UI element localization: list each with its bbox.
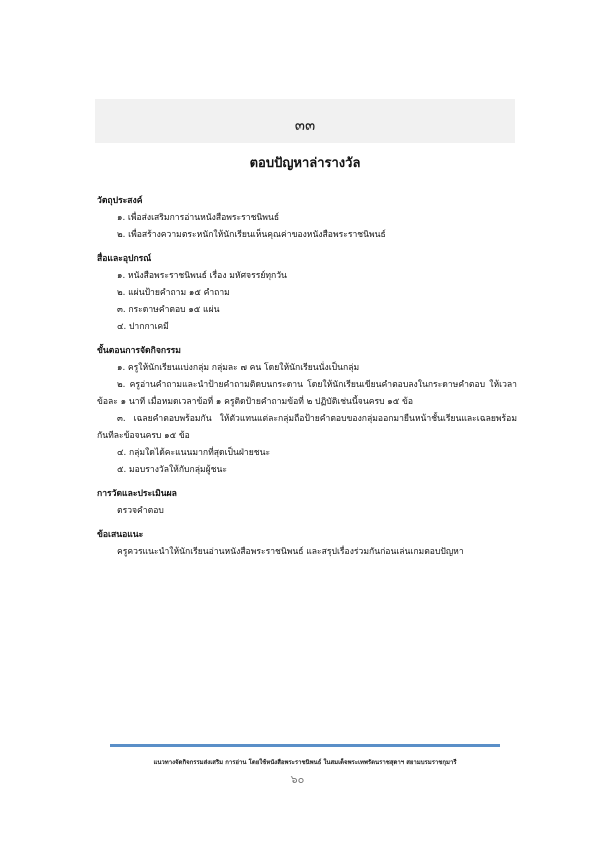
material-item: ๑. หนังสือพระราชนิพนธ์ เรื่อง มหัศจรรย์ทุกวัน	[117, 271, 287, 281]
procedure-step: ๒. ครูอ่านคำถามและนำป้ายคำถามติดบนกระดาน โดยให้นักเรียนเขียนคำตอบลงในกระดาษคำตอบ ให้เวลาข้อละ ๑ นาที เมื่อหมดเวลาข้อที่ ๑ ครูติดป้ายคำถามข้อที่ ๒ ปฏิบัติเช่นนี้จนครบ ๑๕ ข้อ	[97, 380, 517, 407]
procedure-step: ๔. กลุ่มใดได้คะแนนมากที่สุดเป็นฝ่ายชนะ	[117, 448, 271, 458]
material-item: ๓. กระดาษคำตอบ ๑๕ แผ่น	[117, 305, 220, 315]
main-content	[97, 191, 517, 561]
footer-text: แนวทางจัดกิจกรรมส่งเสริม การอ่าน โดยใช้หนังสือพระราชนิพนธ์ ในสมเด็จพระเทพรัตนราชสุดาฯ สยามบรมราชกุมารี	[153, 759, 457, 766]
page-number: ๖๐	[290, 773, 305, 786]
suggestion-heading: ข้อเสนอแนะ	[97, 530, 144, 540]
materials-heading: สื่อและอุปกรณ์	[97, 254, 152, 264]
procedure-step-paragraph	[97, 411, 517, 445]
procedure-step: ๓. เฉลยคำตอบพร้อมกัน ให้ตัวแทนแต่ละกลุ่มถือป้ายคำตอบของกลุ่มออกมายืนหน้าชั้นเรียนและเฉลยพร้อมกันทีละข้อจนครบ ๑๕ ข้อ	[97, 414, 517, 441]
objective-item: ๒. เพื่อสร้างความตระหนักให้นักเรียนเห็นคุณค่าของหนังสือพระราชนิพนธ์	[117, 230, 386, 240]
header-band	[95, 99, 515, 143]
objective-item: ๑. เพื่อส่งเสริมการอ่านหนังสือพระราชนิพนธ์	[117, 213, 280, 223]
objectives-heading: วัตถุประสงค์	[97, 196, 143, 206]
unit-number: ๓๓	[294, 116, 316, 134]
evaluation-heading: การวัดและประเมินผล	[97, 489, 177, 499]
page-title: ตอบปัญหาล่ารางวัล	[249, 156, 361, 171]
footer-divider	[110, 744, 500, 747]
procedure-heading: ขั้นตอนการจัดกิจกรรม	[97, 346, 181, 356]
procedure-step: ๑. ครูให้นักเรียนแบ่งกลุ่ม กลุ่มละ ๗ คน โดยให้นักเรียนนั่งเป็นกลุ่ม	[117, 363, 360, 373]
procedure-step: ๕. มอบรางวัลให้กับกลุ่มผู้ชนะ	[117, 465, 227, 475]
material-item: ๒. แผ่นป้ายคำถาม ๑๕ คำถาม	[117, 288, 230, 298]
procedure-step-paragraph	[97, 377, 517, 411]
suggestion-text: ครูควรแนะนำให้นักเรียนอ่านหนังสือพระราชนิพนธ์ และสรุปเรื่องร่วมกันก่อนเล่นเกมตอบปัญหา	[117, 547, 464, 557]
evaluation-text: ตรวจคำตอบ	[117, 506, 164, 516]
material-item: ๔. ปากกาเคมี	[117, 322, 169, 332]
